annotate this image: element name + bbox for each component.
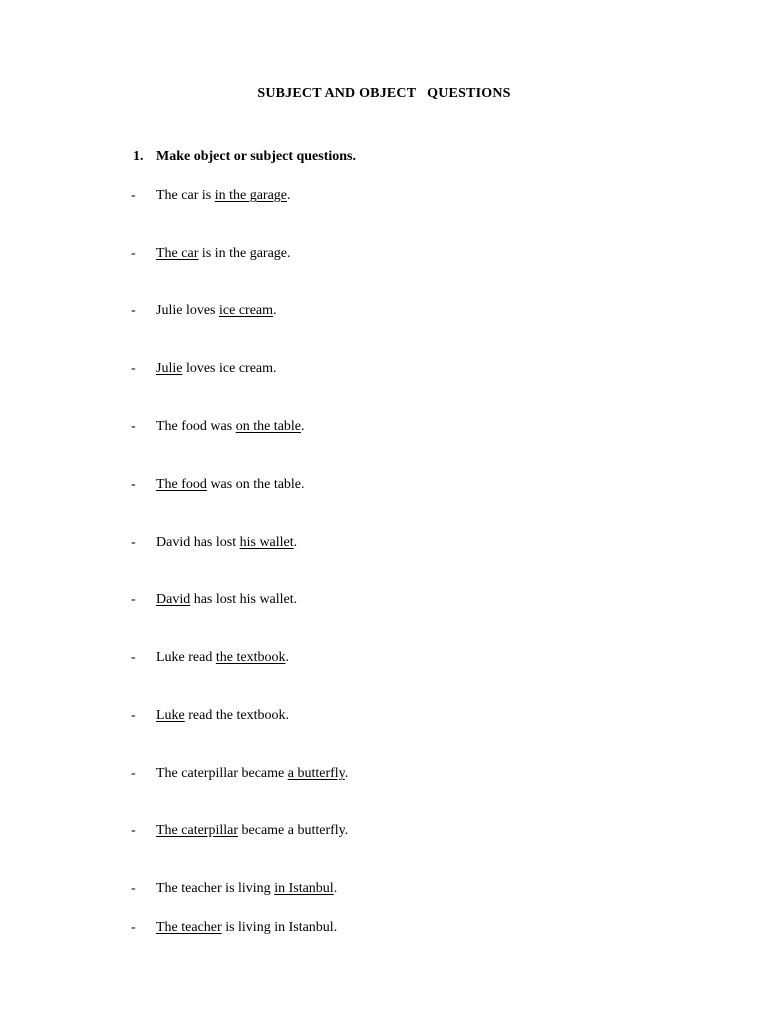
- sentence-text: .: [287, 188, 291, 203]
- sentence-text: .: [273, 303, 277, 318]
- underlined-phrase: on the table: [235, 419, 302, 434]
- underlined-phrase: ice cream: [219, 303, 274, 318]
- sentence-line: [131, 591, 297, 609]
- sentence-text: The car is: [156, 188, 215, 203]
- sentence-line: [131, 919, 337, 937]
- exercise-number: 1.: [133, 149, 144, 164]
- sentence-text: Luke read: [156, 650, 216, 665]
- sentence-text: was on the table.: [206, 477, 305, 492]
- sentence-line: [131, 765, 348, 783]
- sentence-line: [131, 476, 305, 494]
- bullet-dash: -: [131, 246, 136, 261]
- sentence-text: The food was: [156, 419, 236, 434]
- sentence-text: became a butterfly.: [238, 823, 349, 838]
- bullet-dash: -: [131, 881, 136, 896]
- underlined-phrase: Julie: [156, 361, 183, 376]
- underlined-phrase: The food: [156, 477, 207, 492]
- sentence-text: Julie loves: [156, 303, 219, 318]
- sentence-text: .: [293, 535, 298, 550]
- sentence-line: [131, 302, 277, 320]
- exercise-heading: [133, 149, 356, 165]
- sentence-line: [131, 880, 337, 898]
- sentence-line: [131, 360, 277, 378]
- underlined-phrase: The caterpillar: [156, 823, 239, 838]
- bullet-dash: -: [131, 303, 136, 318]
- sentence-text: loves ice cream.: [182, 361, 277, 376]
- page-title: SUBJECT AND OBJECT QUESTIONS: [257, 86, 511, 101]
- sentence-text: The teacher is living: [156, 881, 275, 896]
- bullet-dash: -: [131, 766, 136, 781]
- sentence-line: [131, 534, 297, 552]
- bullet-dash: -: [131, 823, 136, 838]
- bullet-dash: -: [131, 535, 136, 550]
- sentence-text: is in the garage.: [198, 246, 291, 261]
- underlined-phrase: a butterfly: [287, 766, 345, 781]
- underlined-phrase: in the garage: [214, 188, 287, 203]
- sentence-text: .: [301, 419, 305, 434]
- bullet-dash: -: [131, 650, 136, 665]
- sentence-line: [131, 649, 289, 667]
- sentence-text: has lost his wallet.: [190, 592, 298, 607]
- sentence-text: is living in Istanbul.: [221, 920, 338, 935]
- sentence-line: [131, 418, 305, 436]
- underlined-phrase: Luke: [156, 708, 185, 723]
- underlined-phrase: The teacher: [156, 920, 222, 935]
- sentence-text: .: [333, 881, 338, 896]
- bullet-dash: -: [131, 188, 136, 203]
- underlined-phrase: David: [156, 592, 191, 607]
- sentence-text: read the textbook.: [184, 708, 289, 723]
- bullet-dash: -: [131, 920, 136, 935]
- exercise-instruction: Make object or subject questions.: [156, 149, 357, 164]
- underlined-phrase: his wallet: [239, 535, 294, 550]
- sentence-text: .: [344, 766, 349, 781]
- bullet-dash: -: [131, 477, 136, 492]
- sentence-text: The caterpillar became: [156, 766, 288, 781]
- underlined-phrase: the textbook: [215, 650, 286, 665]
- sentence-line: [131, 245, 291, 263]
- underlined-phrase: in Istanbul: [274, 881, 334, 896]
- sentence-line: [131, 707, 289, 725]
- bullet-dash: -: [131, 361, 136, 376]
- bullet-dash: -: [131, 592, 136, 607]
- sentence-text: David has lost: [156, 535, 240, 550]
- sentence-line: [131, 187, 291, 205]
- bullet-dash: -: [131, 708, 136, 723]
- sentence-line: [131, 822, 348, 840]
- bullet-dash: -: [131, 419, 136, 434]
- underlined-phrase: The car: [156, 246, 199, 261]
- sentence-text: .: [285, 650, 289, 665]
